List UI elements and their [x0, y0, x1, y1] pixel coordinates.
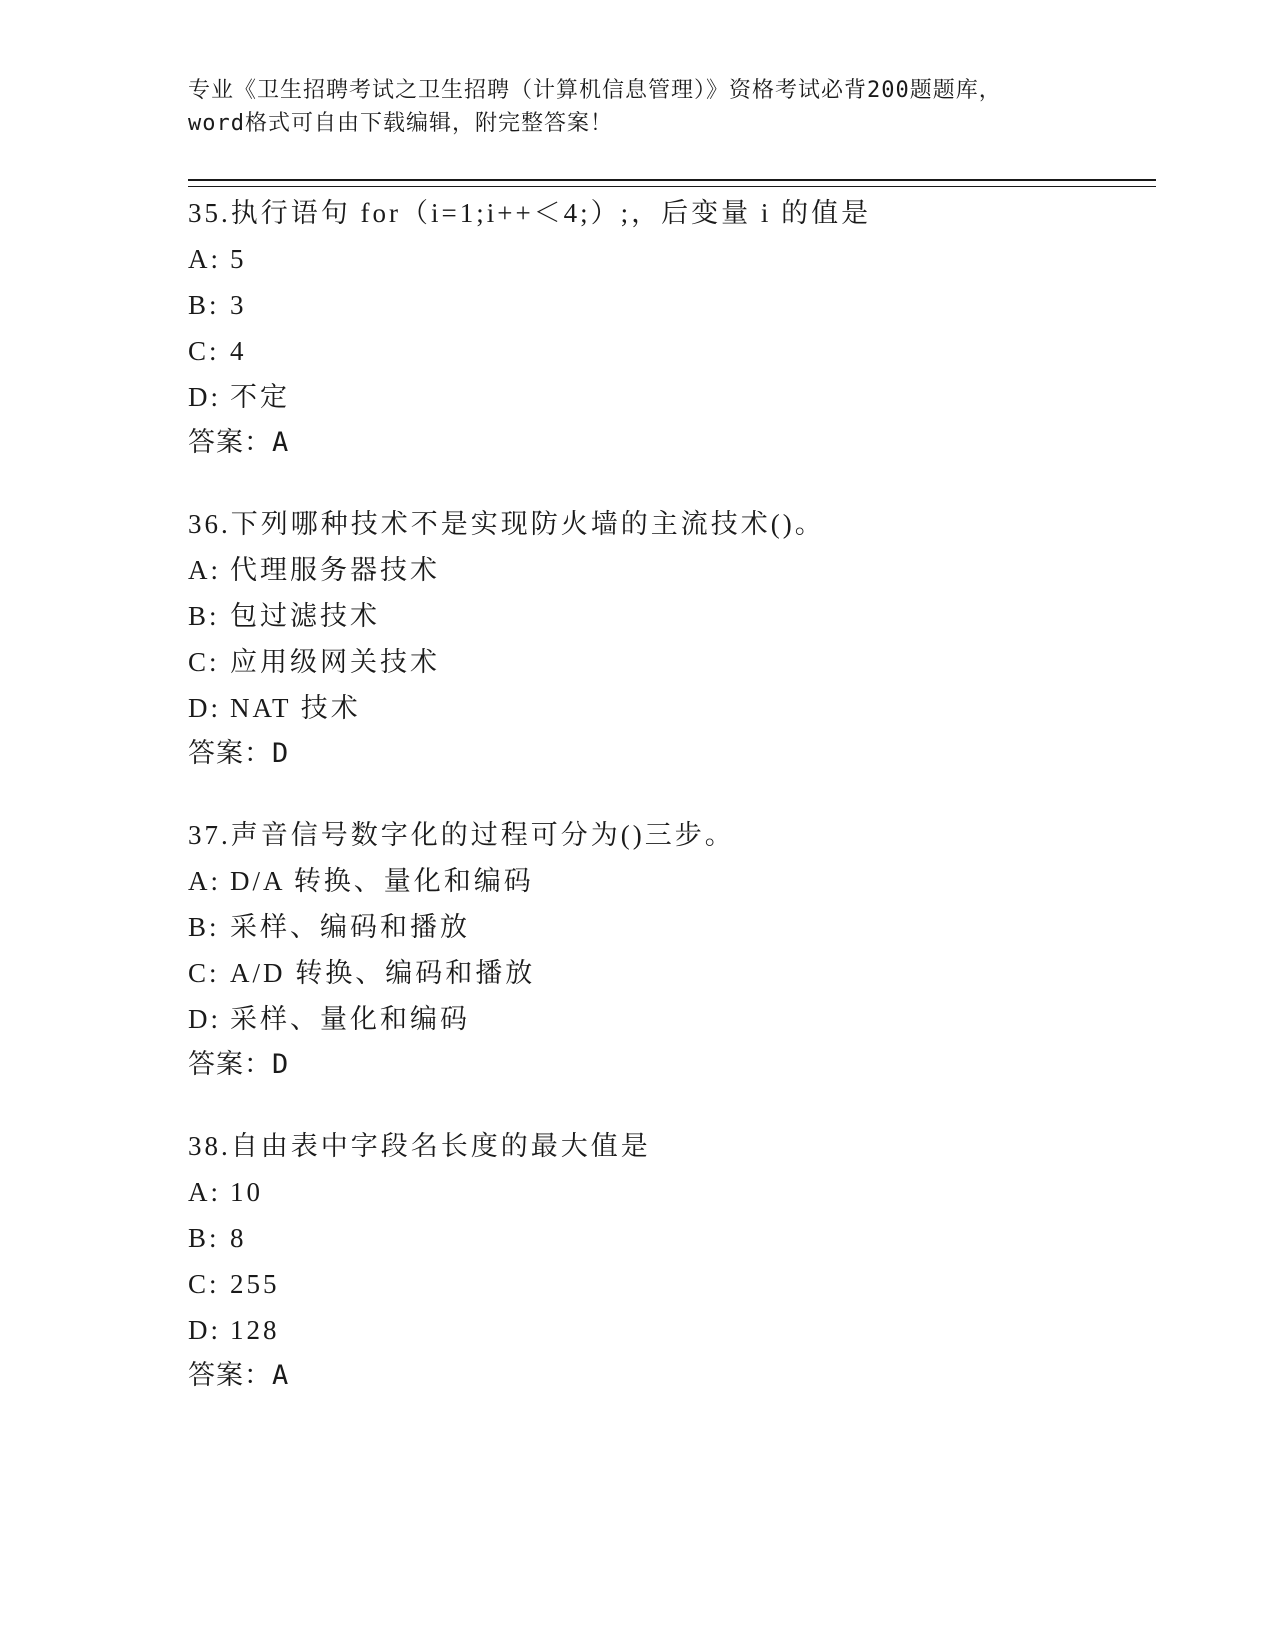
- answer-line: 答案：D: [188, 1049, 290, 1080]
- option-key: C:: [188, 1269, 220, 1299]
- option-b: [188, 904, 1156, 950]
- answer-line: 答案：A: [188, 427, 290, 458]
- option-key: A:: [188, 555, 221, 585]
- option-text: 128: [230, 1315, 280, 1345]
- option-key: D:: [188, 382, 221, 412]
- option-a: [188, 547, 1156, 593]
- option-d: [188, 996, 1156, 1042]
- question-37: [188, 812, 1156, 1088]
- option-key: A:: [188, 1177, 221, 1207]
- option-key: D:: [188, 1315, 221, 1345]
- option-key: A:: [188, 244, 221, 274]
- option-b: [188, 1215, 1156, 1261]
- option-c: [188, 950, 1156, 996]
- option-text: 不定: [230, 382, 290, 412]
- question-stem: 35.执行语句 for（i=1;i++＜4;）;，后变量 i 的值是: [188, 198, 872, 228]
- option-key: B:: [188, 912, 220, 942]
- option-key: A:: [188, 866, 221, 896]
- option-key: D:: [188, 693, 221, 723]
- option-text: 应用级网关技术: [230, 647, 440, 677]
- question-35: [188, 190, 1156, 466]
- document-header: [188, 74, 1088, 140]
- option-text: 10: [230, 1177, 263, 1207]
- option-key: B:: [188, 290, 220, 320]
- option-d: [188, 685, 1156, 731]
- option-d: [188, 1307, 1156, 1353]
- question-36: [188, 501, 1156, 777]
- option-text: 采样、编码和播放: [230, 912, 470, 942]
- option-c: [188, 328, 1156, 374]
- option-text: A/D 转换、编码和播放: [230, 958, 536, 988]
- option-text: 包过滤技术: [230, 601, 380, 631]
- option-text: D/A 转换、量化和编码: [230, 866, 534, 896]
- option-key: B:: [188, 601, 220, 631]
- question-list: [188, 190, 1156, 1434]
- option-a: [188, 858, 1156, 904]
- option-d: [188, 374, 1156, 420]
- option-a: [188, 1169, 1156, 1215]
- option-text: 5: [230, 244, 247, 274]
- header-line-1: 专业《卫生招聘考试之卫生招聘（计算机信息管理）》资格考试必背200题题库，: [188, 78, 1002, 103]
- option-b: [188, 593, 1156, 639]
- option-c: [188, 1261, 1156, 1307]
- option-key: B:: [188, 1223, 220, 1253]
- option-text: 采样、量化和编码: [230, 1004, 470, 1034]
- option-key: D:: [188, 1004, 221, 1034]
- option-text: 3: [230, 290, 247, 320]
- answer-line: 答案：A: [188, 1360, 290, 1391]
- answer-line: 答案：D: [188, 738, 290, 769]
- option-key: C:: [188, 647, 220, 677]
- question-38: [188, 1123, 1156, 1399]
- option-c: [188, 639, 1156, 685]
- option-a: [188, 236, 1156, 282]
- option-text: 4: [230, 336, 247, 366]
- header-divider: [188, 179, 1156, 187]
- question-stem: 38.自由表中字段名长度的最大值是: [188, 1131, 651, 1161]
- option-b: [188, 282, 1156, 328]
- option-key: C:: [188, 958, 220, 988]
- option-text: 代理服务器技术: [230, 555, 440, 585]
- option-key: C:: [188, 336, 220, 366]
- option-text: 255: [230, 1269, 280, 1299]
- header-line-2: word格式可自由下载编辑，附完整答案！: [188, 111, 613, 136]
- question-stem: 36.下列哪种技术不是实现防火墙的主流技术()。: [188, 509, 825, 539]
- option-text: NAT 技术: [230, 693, 361, 723]
- question-stem: 37.声音信号数字化的过程可分为()三步。: [188, 820, 735, 850]
- option-text: 8: [230, 1223, 247, 1253]
